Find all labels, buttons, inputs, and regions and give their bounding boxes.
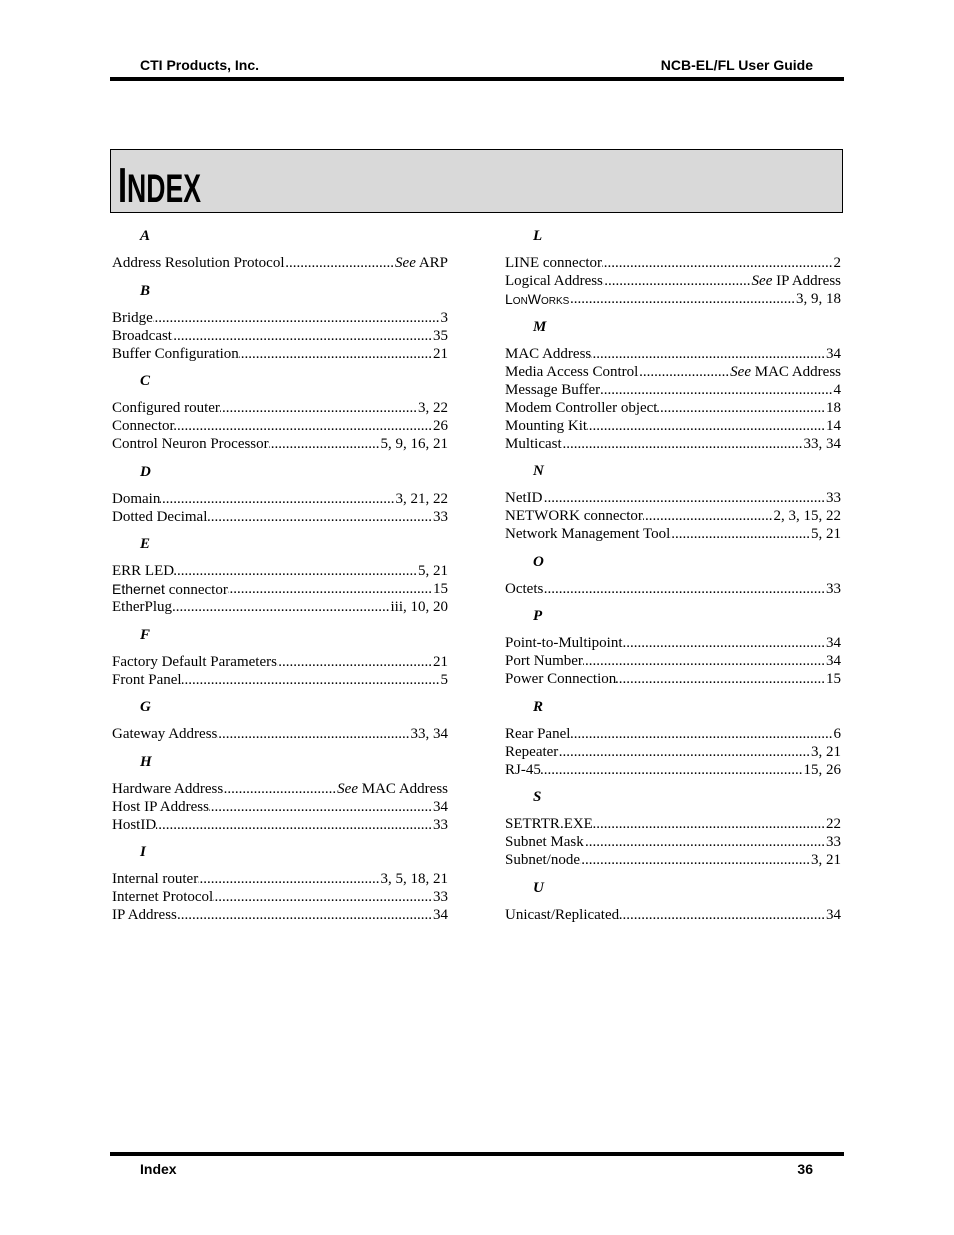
section-letter-m: M [533, 318, 547, 335]
entry-pages [337, 780, 448, 798]
section-letter-r: R [533, 698, 544, 715]
entry-term: Hardware Address [112, 780, 224, 797]
page-title [118, 159, 201, 213]
entry-term: Address Resolution Protocol [112, 255, 285, 272]
entry-term: Repeater [505, 743, 559, 760]
index-entry [505, 906, 841, 924]
entry-pages: 14 [826, 417, 841, 434]
dot-leader [239, 345, 433, 363]
entry-pages: 34 [433, 798, 448, 815]
entry-term: Broadcast [112, 327, 172, 344]
entry-term: Rear Panel [505, 725, 571, 742]
entry-pages: 35 [433, 327, 448, 344]
dot-leader [223, 780, 337, 798]
dot-leader [217, 725, 410, 743]
entry-term: Front Panel [112, 671, 182, 688]
index-column-left [112, 227, 448, 924]
section-letter-a: A [140, 228, 151, 244]
entry-pages: 34 [826, 635, 841, 652]
dot-leader [177, 906, 433, 924]
dot-leader [277, 653, 433, 671]
entry-term: Power Connection [505, 671, 617, 688]
entry-term: Buffer Configuration [112, 345, 239, 362]
index-section-n [505, 462, 841, 543]
entry-term: Domain [112, 490, 161, 507]
index-entry [112, 345, 448, 363]
entry-pages: 21 [433, 345, 448, 362]
dot-leader [174, 562, 418, 580]
index-section-g [112, 698, 448, 743]
entry-pages: 33 [826, 834, 841, 851]
index-section-i [112, 843, 448, 924]
dot-leader [580, 851, 811, 869]
entry-pages: 15 [826, 671, 841, 688]
dot-leader [638, 363, 730, 381]
index-entry [112, 780, 448, 798]
index-entry [112, 798, 448, 816]
index-entry [505, 399, 841, 417]
index-section-o [505, 553, 841, 598]
entry-pages: 3, 21 [811, 852, 841, 869]
entry-term: Message Buffer [505, 381, 601, 398]
dot-leader [153, 309, 441, 327]
index-section-c [112, 372, 448, 453]
index-section-m [505, 318, 841, 453]
entry-term: NETWORK connector [505, 508, 643, 525]
index-entry [112, 254, 448, 272]
see-target: MAC Address [361, 780, 448, 797]
see-target: IP Address [776, 273, 841, 290]
section-letter-i: I [140, 844, 146, 860]
entry-term: NetID [505, 490, 543, 507]
entry-pages: 22 [826, 816, 841, 833]
index-section-e [112, 535, 448, 616]
entry-pages: 34 [826, 906, 841, 923]
entry-term: Configured router [112, 400, 220, 417]
index-column-right [505, 227, 841, 924]
see-label: See [751, 273, 773, 290]
index-entry [505, 580, 841, 598]
entry-term: LonWorks [505, 291, 570, 308]
dot-leader [198, 870, 380, 888]
index-entry [505, 761, 841, 779]
dot-leader [160, 490, 395, 508]
dot-leader [583, 652, 826, 670]
section-letter-c: C [140, 373, 151, 389]
dot-leader [228, 580, 433, 598]
section-letter-g: G [140, 699, 151, 715]
index-section-l [505, 227, 841, 308]
entry-pages: 33 [433, 889, 448, 906]
entry-term: Media Access Control [505, 363, 639, 380]
entry-term: MAC Address [505, 345, 592, 362]
section-letter-l: L [533, 228, 543, 244]
index-entry [505, 272, 841, 290]
entry-term: Modem Controller object [505, 399, 658, 416]
dot-leader [643, 507, 774, 525]
page-number: 36 [797, 1161, 813, 1177]
dot-leader [209, 798, 433, 816]
index-entry [112, 562, 448, 580]
index-entry [112, 327, 448, 345]
index-entry [112, 417, 448, 435]
entry-term: Network Management Tool [505, 526, 671, 543]
dot-leader [285, 254, 396, 272]
dot-leader [623, 634, 826, 652]
index-entry [505, 417, 841, 435]
dot-leader [591, 345, 826, 363]
index-entry [505, 815, 841, 833]
entry-term [112, 580, 228, 598]
entry-term: Gateway Address [112, 726, 218, 743]
entry-term: Bridge [112, 309, 153, 326]
dot-leader [543, 489, 827, 507]
index-entry [112, 906, 448, 924]
dot-leader [570, 725, 833, 743]
section-letter-n: N [533, 463, 544, 479]
dot-leader [156, 816, 433, 834]
dot-leader [172, 598, 390, 616]
entry-term: Control Neuron Processor [112, 436, 269, 453]
entry-pages: 6 [833, 725, 841, 742]
dot-leader [670, 525, 811, 543]
entry-pages: 3, 21 [811, 743, 841, 760]
section-letter-h: H [140, 753, 152, 770]
index-entry [112, 490, 448, 508]
dot-leader [558, 743, 811, 761]
entry-pages: 26 [433, 418, 448, 435]
entry-pages: 34 [433, 907, 448, 924]
entry-pages: 33 [826, 490, 841, 507]
entry-term: ERR LED [112, 563, 175, 580]
index-section-h [112, 753, 448, 834]
section-letter-s: S [533, 789, 542, 805]
dot-leader [584, 833, 826, 851]
index-entry [505, 743, 841, 761]
entry-pages [752, 272, 841, 290]
index-entry [112, 870, 448, 888]
entry-pages: 21 [433, 653, 448, 670]
entry-pages: 5, 21 [811, 526, 841, 543]
dot-leader [543, 580, 826, 598]
index-entry [505, 363, 841, 381]
entry-pages: 3 [440, 309, 448, 326]
entry-term: Multicast [505, 435, 562, 452]
index-entry [505, 725, 841, 743]
dot-leader [600, 381, 833, 399]
page-title-initial: I [118, 159, 128, 213]
entry-pages: 3, 21, 22 [395, 490, 448, 507]
index-entry [112, 653, 448, 671]
page-title-rest: NDEX [127, 167, 201, 211]
index-entry [112, 671, 448, 689]
entry-pages: 34 [826, 653, 841, 670]
index-entry [505, 435, 841, 453]
entry-term: Unicast/Replicated [505, 906, 620, 923]
dot-leader [182, 671, 441, 689]
index-entry [505, 345, 841, 363]
index-section-r [505, 698, 841, 779]
entry-pages: 15 [433, 581, 448, 598]
dot-leader [569, 290, 796, 308]
entry-term: Internal router [112, 871, 199, 888]
dot-leader [593, 815, 826, 833]
entry-pages: 2 [833, 255, 841, 272]
entry-pages: 5, 21 [418, 563, 448, 580]
entry-term: Subnet Mask [505, 834, 584, 851]
index-entry [505, 290, 841, 308]
entry-term: RJ-45 [505, 761, 541, 778]
entry-pages: iii, 10, 20 [390, 599, 448, 616]
index-section-s [505, 788, 841, 869]
index-entry [112, 816, 448, 834]
footer-section-name: Index [140, 1161, 177, 1177]
entry-pages [730, 363, 841, 381]
section-letter-d: D [140, 463, 151, 480]
dot-leader [269, 435, 381, 453]
section-letter-f: F [140, 626, 151, 643]
entry-pages: 34 [826, 345, 841, 362]
section-letter-u: U [533, 879, 544, 896]
company-name: CTI Products, Inc. [140, 57, 260, 73]
section-letter-o: O [533, 553, 544, 570]
entry-term: Octets [505, 580, 544, 597]
index-entry [505, 634, 841, 652]
index-entry [505, 381, 841, 399]
index-entry [505, 833, 841, 851]
entry-term: Host IP Address [112, 798, 209, 815]
section-letter-e: E [140, 536, 151, 552]
index-entry [112, 598, 448, 616]
dot-leader [562, 435, 804, 453]
entry-term: EtherPlug [112, 599, 172, 616]
index-entry [505, 507, 841, 525]
index-section-d [112, 463, 448, 526]
entry-pages: 18 [826, 399, 841, 416]
see-target: ARP [418, 255, 448, 272]
dot-leader [619, 906, 826, 924]
index-section-p [505, 607, 841, 688]
entry-pages: 2, 3, 15, 22 [773, 508, 841, 525]
index-section-u [505, 879, 841, 924]
index-entry [505, 525, 841, 543]
entry-term: Internet Protocol [112, 889, 214, 906]
index-section-b [112, 282, 448, 363]
entry-pages: 4 [833, 381, 841, 398]
index-entry [112, 888, 448, 906]
entry-term: Dotted Decimal [112, 508, 208, 525]
entry-pages: 5, 9, 16, 21 [380, 436, 448, 453]
entry-pages: 3, 9, 18 [796, 291, 841, 308]
index-section-f [112, 626, 448, 689]
index-entry [112, 399, 448, 417]
see-label: See [395, 255, 416, 272]
dot-leader [220, 399, 418, 417]
entry-term: Port Number [505, 653, 583, 670]
entry-pages: 5 [440, 671, 448, 688]
dot-leader [587, 417, 826, 435]
see-target: MAC Address [754, 363, 841, 380]
index-entry [505, 489, 841, 507]
entry-pages: 3, 5, 18, 21 [380, 871, 448, 888]
entry-pages: 33, 34 [410, 726, 448, 743]
section-letter-p: P [533, 608, 543, 624]
entry-term: Point-to-Multipoint [505, 635, 623, 652]
entry-pages: 33, 34 [803, 435, 841, 452]
index-entry [505, 851, 841, 869]
dot-leader [616, 670, 826, 688]
index-entry [112, 309, 448, 327]
dot-leader [172, 327, 433, 345]
dot-leader [657, 399, 826, 417]
see-label: See [337, 780, 358, 797]
index-section-a [112, 227, 448, 272]
entry-pages: 33 [433, 508, 448, 525]
dot-leader [207, 508, 433, 526]
index-entry [112, 508, 448, 526]
dot-leader [603, 272, 752, 290]
entry-term: Connector [112, 418, 175, 435]
header-rule [110, 77, 844, 81]
entry-term-trademark: Ethernet [112, 581, 165, 598]
entry-pages [395, 254, 448, 272]
index-entry [505, 254, 841, 272]
entry-term: HostID [112, 816, 157, 833]
entry-term-rest: connector [168, 582, 228, 599]
index-entry [505, 670, 841, 688]
entry-term: Mounting Kit [505, 417, 588, 434]
entry-pages: 33 [433, 816, 448, 833]
index-entry [112, 435, 448, 453]
entry-term: LINE connector [505, 255, 603, 272]
see-label: See [730, 363, 751, 380]
entry-term: Factory Default Parameters [112, 653, 277, 670]
index-title-box [110, 149, 843, 213]
dot-leader [174, 417, 433, 435]
document-title: NCB-EL/FL User Guide [660, 57, 813, 73]
entry-pages: 3, 22 [418, 400, 448, 417]
index-entry [112, 725, 448, 743]
entry-pages: 33 [826, 580, 841, 597]
section-letter-b: B [140, 282, 151, 299]
footer-rule [110, 1152, 844, 1156]
entry-term: Logical Address [505, 273, 603, 290]
entry-term: IP Address [112, 907, 177, 924]
index-entry [112, 580, 448, 598]
dot-leader [602, 254, 833, 272]
index-entry [505, 652, 841, 670]
dot-leader [541, 761, 804, 779]
entry-term: Subnet/node [505, 852, 580, 869]
dot-leader [213, 888, 433, 906]
entry-pages: 15, 26 [803, 761, 841, 778]
entry-term: SETRTR.EXE [505, 816, 593, 833]
